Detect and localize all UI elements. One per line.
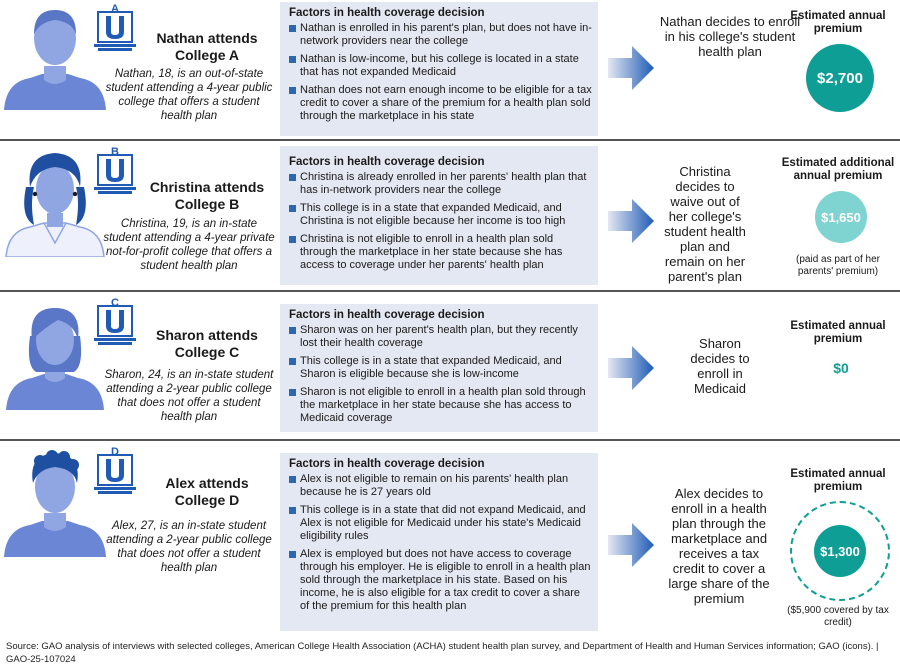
tax-credit-dashed-circle <box>790 501 890 601</box>
premium-circle-d: $1,300 <box>814 525 866 577</box>
arrow-right-icon <box>608 521 654 569</box>
row-divider <box>0 139 900 141</box>
source-note: Source: GAO analysis of interviews with selected colleges, American College Health Association (ACHA) student health plan survey, and Department of Health and Human Services information; GAO (icons). | GAO-25-107024 <box>6 641 879 665</box>
nathan-description: Nathan, 18, is an out-of-state student attending a 4-year public college that offers a student health plan <box>105 68 273 122</box>
college-a-title: Nathan attends College A <box>156 30 258 63</box>
bullet-icon <box>289 476 296 483</box>
factors-panel-b <box>280 146 598 285</box>
premium-note-b: (paid as part of her parents' premium) <box>796 254 880 277</box>
bullet-icon <box>289 87 296 94</box>
bullet-icon <box>289 551 296 558</box>
factors-panel-a <box>280 2 598 136</box>
factors-panel-d <box>280 453 598 631</box>
factor-item: Alex is not eligible to remain on his parents' health plan because he is 27 years old <box>280 473 598 499</box>
student-row-c <box>0 294 900 436</box>
college-b-title: Christina attends College B <box>149 179 265 212</box>
bullet-icon <box>289 56 296 63</box>
college-d-title: Alex attends College D <box>165 475 249 508</box>
sharon-decision: Sharon decides to enroll in Medicaid <box>690 336 750 396</box>
premium-value-c: $0 <box>833 360 849 376</box>
premium-circle-b: $1,650 <box>815 191 867 243</box>
arrow-right-icon <box>608 197 654 245</box>
bullet-icon <box>289 389 296 396</box>
student-row-b <box>0 143 900 288</box>
alex-decision: Alex decides to enroll in a health plan through the marketplace and receives a tax credit to cover a large share of the premium <box>668 486 770 606</box>
factors-heading: Factors in health coverage decision <box>289 309 485 321</box>
premium-label-b: Estimated additional annual premium <box>781 157 895 182</box>
college-c-title: Sharon attends College C <box>156 327 258 360</box>
sharon-description: Sharon, 24, is an in-state student attending a 2-year public college that does not offer a student health plan <box>104 369 274 423</box>
factor-item: Sharon was on her parent's health plan, but they recently lost their health coverage <box>280 324 598 350</box>
row-divider <box>0 439 900 441</box>
college-a-letter: A <box>111 3 119 15</box>
bullet-icon <box>289 358 296 365</box>
bullet-icon <box>289 205 296 212</box>
factor-item: This college is in a state that expanded Medicaid, and Sharon is eligible because she is low-income <box>280 355 598 381</box>
premium-circle-a: $2,700 <box>806 44 874 112</box>
row-divider <box>0 290 900 292</box>
factor-item: Christina is already enrolled in her parents' health plan that has in-network providers near the college <box>280 171 598 197</box>
college-b-letter: B <box>111 146 119 158</box>
factor-item: This college is in a state that expanded Medicaid, and Christina is not eligible because her income is too high <box>280 202 598 228</box>
nathan-decision: Nathan decides to enroll in his college's student health plan <box>659 14 801 59</box>
factor-item: Christina is not eligible to enroll in a health plan sold through the marketplace in her state because she has access to coverage under her parents' health plan <box>280 233 598 272</box>
bullet-icon <box>289 327 296 334</box>
bullet-icon <box>289 507 296 514</box>
factor-item: Sharon is not eligible to enroll in a health plan sold through the marketplace in her state because she has access to Medicaid coverage <box>280 386 598 425</box>
factor-item: Nathan does not earn enough income to be eligible for a tax credit to cover a share of the premium for a health plan sold through the marketplace in his state <box>280 84 598 123</box>
college-d-letter: D <box>111 446 119 458</box>
factors-heading: Factors in health coverage decision <box>289 156 485 168</box>
factor-item: Nathan is low-income, but his college is located in a state that has not expanded Medicaid <box>280 53 598 79</box>
christina-description: Christina, 19, is an in-state student attending a 4-year private not-for-profit college that offers a student health plan <box>103 218 275 272</box>
bullet-icon <box>289 25 296 32</box>
student-row-d <box>0 443 900 633</box>
bullet-icon <box>289 174 296 181</box>
premium-note-d: ($5,900 covered by tax credit) <box>787 605 889 628</box>
factor-item: This college is in a state that did not expand Medicaid, and Alex is not eligible for Medicaid under his state's Medicaid eligibility rules <box>280 504 598 543</box>
christina-decision: Christina decides to waive out of her college's student health plan and remain on her parent's plan <box>664 164 746 284</box>
factors-heading: Factors in health coverage decision <box>289 7 485 19</box>
premium-label-d: Estimated annual premium <box>790 468 886 493</box>
factor-item: Nathan is enrolled in his parent's plan, but does not have in-network providers near the college <box>280 22 598 48</box>
arrow-right-icon <box>608 44 654 92</box>
college-c-letter: C <box>111 297 119 309</box>
bullet-icon <box>289 236 296 243</box>
premium-label-a: Estimated annual premium <box>790 10 886 35</box>
arrow-right-icon <box>608 344 654 392</box>
factors-heading: Factors in health coverage decision <box>289 458 485 470</box>
premium-label-c: Estimated annual premium <box>790 320 886 345</box>
factors-panel-c <box>280 304 598 432</box>
alex-description: Alex, 27, is an in-state student attending a 2-year public college that does not offer a student health plan <box>106 520 272 574</box>
student-row-a <box>0 0 900 138</box>
factor-item: Alex is employed but does not have access to coverage through his employer. He is eligible to enroll in a health plan sold through the marketplace in his state. Based on his income, he is also eligible for a tax credit to cover a share of the premium for this health plan <box>280 548 598 613</box>
